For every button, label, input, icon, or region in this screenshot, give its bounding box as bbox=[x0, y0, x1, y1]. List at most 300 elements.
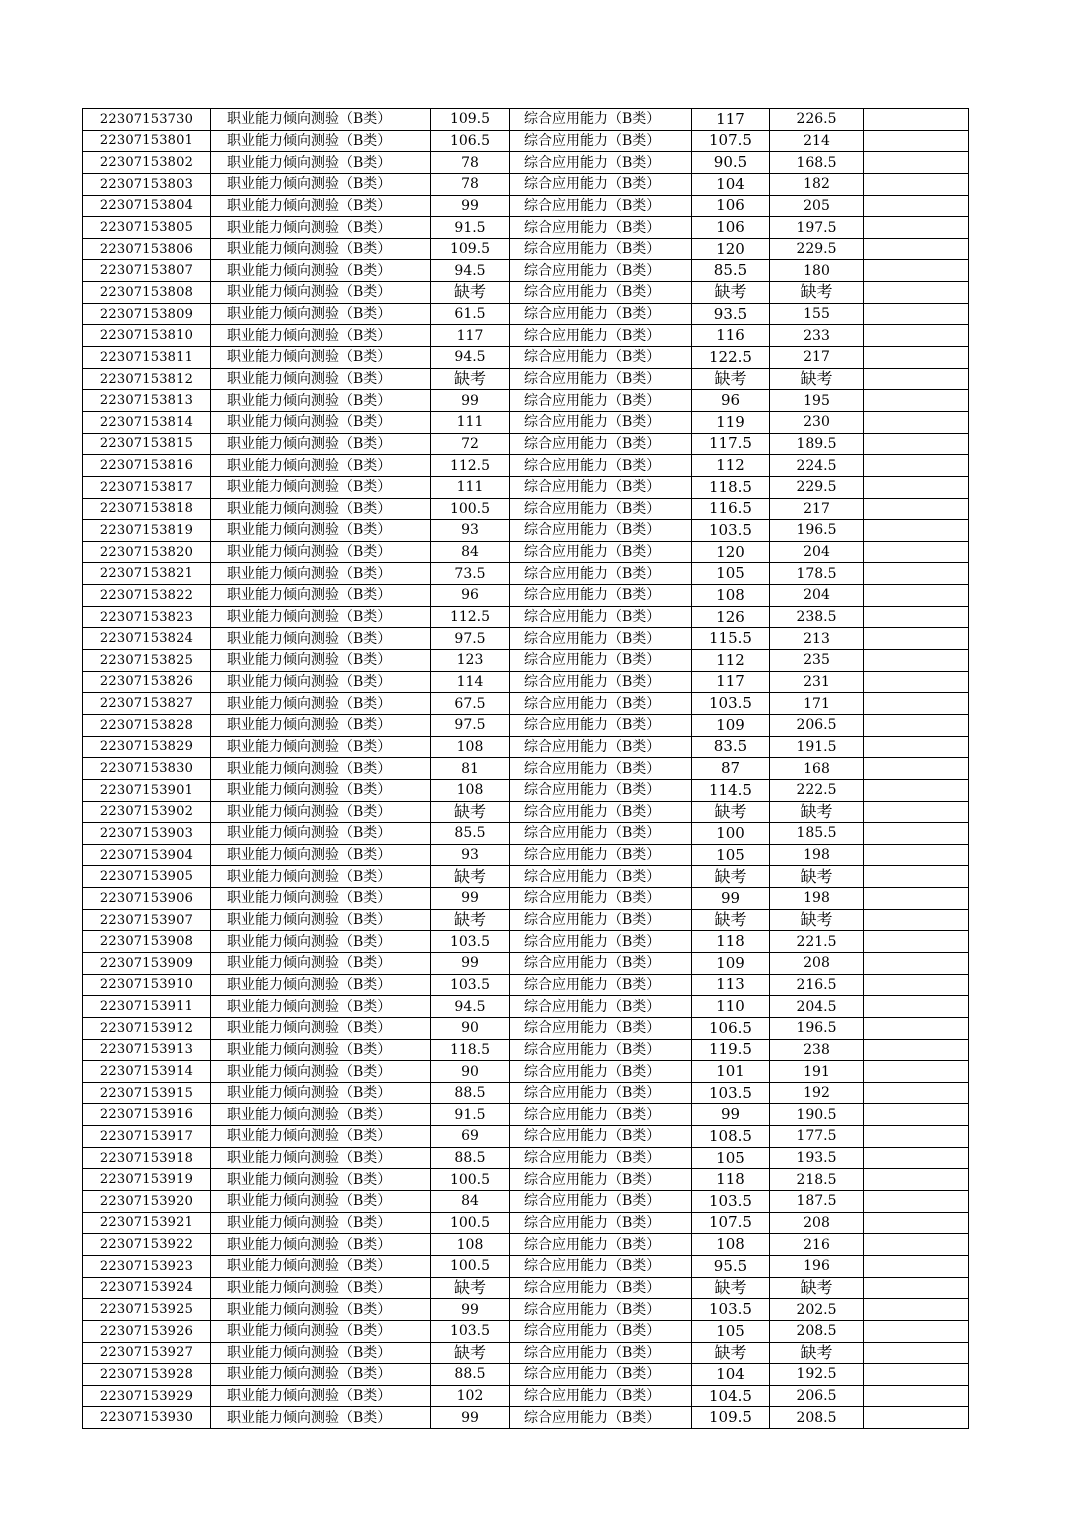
remark-cell bbox=[864, 455, 969, 477]
subject-a-cell: 职业能力倾向测验（B类） bbox=[211, 823, 431, 845]
remark-cell bbox=[864, 368, 969, 390]
subject-a-score-cell: 103.5 bbox=[431, 1320, 510, 1342]
total-score-cell: 205 bbox=[770, 195, 864, 217]
subject-b-cell: 综合应用能力（B类） bbox=[510, 390, 692, 412]
subject-b-score-cell: 103.5 bbox=[692, 1191, 770, 1213]
subject-b-cell: 综合应用能力（B类） bbox=[510, 1191, 692, 1213]
remark-cell bbox=[864, 1191, 969, 1213]
exam-id-cell: 22307153914 bbox=[83, 1061, 211, 1083]
table-row bbox=[83, 1342, 969, 1364]
table-row bbox=[83, 563, 969, 585]
exam-id-cell: 22307153913 bbox=[83, 1039, 211, 1061]
subject-a-cell: 职业能力倾向测验（B类） bbox=[211, 606, 431, 628]
subject-a-cell: 职业能力倾向测验（B类） bbox=[211, 109, 431, 131]
subject-b-score-cell: 105 bbox=[692, 563, 770, 585]
total-score-cell: 204 bbox=[770, 541, 864, 563]
exam-id-cell: 22307153817 bbox=[83, 476, 211, 498]
subject-a-score-cell: 91.5 bbox=[431, 217, 510, 239]
exam-id-cell: 22307153905 bbox=[83, 866, 211, 888]
exam-id-cell: 22307153821 bbox=[83, 563, 211, 585]
remark-cell bbox=[864, 952, 969, 974]
exam-id-cell: 22307153901 bbox=[83, 779, 211, 801]
table-row bbox=[83, 1255, 969, 1277]
remark-cell bbox=[864, 1082, 969, 1104]
subject-b-cell: 综合应用能力（B类） bbox=[510, 823, 692, 845]
subject-b-cell: 综合应用能力（B类） bbox=[510, 909, 692, 931]
remark-cell bbox=[864, 736, 969, 758]
exam-id-cell: 22307153820 bbox=[83, 541, 211, 563]
subject-b-cell: 综合应用能力（B类） bbox=[510, 563, 692, 585]
remark-cell bbox=[864, 1277, 969, 1299]
subject-b-score-cell: 105 bbox=[692, 1147, 770, 1169]
subject-b-cell: 综合应用能力（B类） bbox=[510, 1407, 692, 1429]
table-row bbox=[83, 390, 969, 412]
table-row bbox=[83, 606, 969, 628]
exam-id-cell: 22307153926 bbox=[83, 1320, 211, 1342]
exam-id-cell: 22307153811 bbox=[83, 347, 211, 369]
subject-b-cell: 综合应用能力（B类） bbox=[510, 1385, 692, 1407]
subject-a-score-cell: 96 bbox=[431, 585, 510, 607]
table-row bbox=[83, 411, 969, 433]
exam-id-cell: 22307153909 bbox=[83, 952, 211, 974]
table-row bbox=[83, 282, 969, 304]
exam-id-cell: 22307153919 bbox=[83, 1169, 211, 1191]
exam-id-cell: 22307153915 bbox=[83, 1082, 211, 1104]
subject-a-score-cell: 118.5 bbox=[431, 1039, 510, 1061]
subject-b-cell: 综合应用能力（B类） bbox=[510, 1342, 692, 1364]
subject-a-cell: 职业能力倾向测验（B类） bbox=[211, 1039, 431, 1061]
subject-a-cell: 职业能力倾向测验（B类） bbox=[211, 779, 431, 801]
subject-a-cell: 职业能力倾向测验（B类） bbox=[211, 1407, 431, 1429]
total-score-cell: 193.5 bbox=[770, 1147, 864, 1169]
subject-a-cell: 职业能力倾向测验（B类） bbox=[211, 282, 431, 304]
subject-b-score-cell: 96 bbox=[692, 390, 770, 412]
subject-b-score-cell: 114.5 bbox=[692, 779, 770, 801]
table-row bbox=[83, 671, 969, 693]
table-row bbox=[83, 1385, 969, 1407]
subject-b-score-cell: 108.5 bbox=[692, 1126, 770, 1148]
subject-a-cell: 职业能力倾向测验（B类） bbox=[211, 628, 431, 650]
subject-b-score-cell: 100 bbox=[692, 823, 770, 845]
subject-a-cell: 职业能力倾向测验（B类） bbox=[211, 238, 431, 260]
remark-cell bbox=[864, 931, 969, 953]
subject-a-score-cell: 缺考 bbox=[431, 282, 510, 304]
subject-a-cell: 职业能力倾向测验（B类） bbox=[211, 931, 431, 953]
subject-b-score-cell: 99 bbox=[692, 1104, 770, 1126]
score-table bbox=[82, 108, 969, 1429]
exam-id-cell: 22307153830 bbox=[83, 758, 211, 780]
subject-a-cell: 职业能力倾向测验（B类） bbox=[211, 1104, 431, 1126]
remark-cell bbox=[864, 498, 969, 520]
table-row bbox=[83, 974, 969, 996]
subject-a-score-cell: 111 bbox=[431, 476, 510, 498]
subject-b-score-cell: 119 bbox=[692, 411, 770, 433]
subject-a-score-cell: 103.5 bbox=[431, 931, 510, 953]
total-score-cell: 231 bbox=[770, 671, 864, 693]
subject-b-score-cell: 117 bbox=[692, 109, 770, 131]
table-row bbox=[83, 1017, 969, 1039]
subject-a-score-cell: 缺考 bbox=[431, 866, 510, 888]
exam-id-cell: 22307153823 bbox=[83, 606, 211, 628]
exam-id-cell: 22307153818 bbox=[83, 498, 211, 520]
table-row bbox=[83, 823, 969, 845]
total-score-cell: 缺考 bbox=[770, 801, 864, 823]
total-score-cell: 238.5 bbox=[770, 606, 864, 628]
total-score-cell: 208.5 bbox=[770, 1407, 864, 1429]
subject-a-cell: 职业能力倾向测验（B类） bbox=[211, 801, 431, 823]
remark-cell bbox=[864, 1147, 969, 1169]
total-score-cell: 204 bbox=[770, 585, 864, 607]
total-score-cell: 192.5 bbox=[770, 1364, 864, 1386]
subject-b-score-cell: 115.5 bbox=[692, 628, 770, 650]
table-row bbox=[83, 909, 969, 931]
total-score-cell: 198 bbox=[770, 888, 864, 910]
total-score-cell: 缺考 bbox=[770, 1342, 864, 1364]
exam-id-cell: 22307153928 bbox=[83, 1364, 211, 1386]
subject-a-score-cell: 111 bbox=[431, 411, 510, 433]
remark-cell bbox=[864, 844, 969, 866]
table-row bbox=[83, 347, 969, 369]
total-score-cell: 214 bbox=[770, 130, 864, 152]
subject-a-score-cell: 85.5 bbox=[431, 823, 510, 845]
subject-a-score-cell: 112.5 bbox=[431, 606, 510, 628]
subject-b-cell: 综合应用能力（B类） bbox=[510, 585, 692, 607]
remark-cell bbox=[864, 303, 969, 325]
subject-a-score-cell: 93 bbox=[431, 844, 510, 866]
subject-a-cell: 职业能力倾向测验（B类） bbox=[211, 433, 431, 455]
subject-b-cell: 综合应用能力（B类） bbox=[510, 1234, 692, 1256]
table-row bbox=[83, 1169, 969, 1191]
subject-b-cell: 综合应用能力（B类） bbox=[510, 152, 692, 174]
subject-b-cell: 综合应用能力（B类） bbox=[510, 1039, 692, 1061]
table-row bbox=[83, 714, 969, 736]
subject-a-score-cell: 112.5 bbox=[431, 455, 510, 477]
total-score-cell: 171 bbox=[770, 693, 864, 715]
exam-id-cell: 22307153930 bbox=[83, 1407, 211, 1429]
exam-id-cell: 22307153922 bbox=[83, 1234, 211, 1256]
table-row bbox=[83, 1299, 969, 1321]
table-row bbox=[83, 844, 969, 866]
table-row bbox=[83, 1212, 969, 1234]
subject-b-score-cell: 缺考 bbox=[692, 909, 770, 931]
subject-a-score-cell: 94.5 bbox=[431, 347, 510, 369]
total-score-cell: 191.5 bbox=[770, 736, 864, 758]
subject-a-score-cell: 69 bbox=[431, 1126, 510, 1148]
score-table-body bbox=[83, 109, 969, 1429]
subject-b-score-cell: 105 bbox=[692, 1320, 770, 1342]
exam-id-cell: 22307153803 bbox=[83, 173, 211, 195]
remark-cell bbox=[864, 779, 969, 801]
subject-b-cell: 综合应用能力（B类） bbox=[510, 455, 692, 477]
total-score-cell: 缺考 bbox=[770, 909, 864, 931]
subject-a-score-cell: 99 bbox=[431, 390, 510, 412]
subject-a-score-cell: 67.5 bbox=[431, 693, 510, 715]
subject-a-score-cell: 61.5 bbox=[431, 303, 510, 325]
subject-b-score-cell: 106.5 bbox=[692, 1017, 770, 1039]
exam-id-cell: 22307153828 bbox=[83, 714, 211, 736]
subject-a-cell: 职业能力倾向测验（B类） bbox=[211, 411, 431, 433]
remark-cell bbox=[864, 1407, 969, 1429]
subject-a-cell: 职业能力倾向测验（B类） bbox=[211, 390, 431, 412]
subject-b-cell: 综合应用能力（B类） bbox=[510, 974, 692, 996]
subject-a-cell: 职业能力倾向测验（B类） bbox=[211, 1277, 431, 1299]
table-row bbox=[83, 628, 969, 650]
subject-a-cell: 职业能力倾向测验（B类） bbox=[211, 714, 431, 736]
subject-b-score-cell: 116.5 bbox=[692, 498, 770, 520]
exam-id-cell: 22307153924 bbox=[83, 1277, 211, 1299]
exam-id-cell: 22307153923 bbox=[83, 1255, 211, 1277]
table-row bbox=[83, 1061, 969, 1083]
subject-a-cell: 职业能力倾向测验（B类） bbox=[211, 325, 431, 347]
exam-id-cell: 22307153904 bbox=[83, 844, 211, 866]
total-score-cell: 221.5 bbox=[770, 931, 864, 953]
exam-id-cell: 22307153902 bbox=[83, 801, 211, 823]
subject-a-cell: 职业能力倾向测验（B类） bbox=[211, 347, 431, 369]
subject-b-cell: 综合应用能力（B类） bbox=[510, 844, 692, 866]
subject-b-cell: 综合应用能力（B类） bbox=[510, 671, 692, 693]
total-score-cell: 208 bbox=[770, 1212, 864, 1234]
remark-cell bbox=[864, 433, 969, 455]
subject-b-score-cell: 106 bbox=[692, 195, 770, 217]
subject-a-cell: 职业能力倾向测验（B类） bbox=[211, 1364, 431, 1386]
table-row bbox=[83, 1320, 969, 1342]
table-row bbox=[83, 996, 969, 1018]
subject-b-cell: 综合应用能力（B类） bbox=[510, 520, 692, 542]
remark-cell bbox=[864, 1126, 969, 1148]
subject-a-cell: 职业能力倾向测验（B类） bbox=[211, 455, 431, 477]
subject-b-cell: 综合应用能力（B类） bbox=[510, 260, 692, 282]
exam-id-cell: 22307153907 bbox=[83, 909, 211, 931]
subject-a-cell: 职业能力倾向测验（B类） bbox=[211, 1385, 431, 1407]
exam-id-cell: 22307153812 bbox=[83, 368, 211, 390]
subject-b-cell: 综合应用能力（B类） bbox=[510, 1061, 692, 1083]
table-row bbox=[83, 1234, 969, 1256]
exam-id-cell: 22307153804 bbox=[83, 195, 211, 217]
total-score-cell: 180 bbox=[770, 260, 864, 282]
exam-id-cell: 22307153802 bbox=[83, 152, 211, 174]
subject-b-cell: 综合应用能力（B类） bbox=[510, 736, 692, 758]
table-row bbox=[83, 173, 969, 195]
subject-b-score-cell: 缺考 bbox=[692, 368, 770, 390]
subject-a-cell: 职业能力倾向测验（B类） bbox=[211, 1169, 431, 1191]
table-row bbox=[83, 238, 969, 260]
remark-cell bbox=[864, 758, 969, 780]
remark-cell bbox=[864, 1364, 969, 1386]
subject-a-score-cell: 109.5 bbox=[431, 109, 510, 131]
subject-b-score-cell: 105 bbox=[692, 844, 770, 866]
subject-a-score-cell: 缺考 bbox=[431, 1277, 510, 1299]
subject-b-cell: 综合应用能力（B类） bbox=[510, 996, 692, 1018]
subject-b-cell: 综合应用能力（B类） bbox=[510, 411, 692, 433]
remark-cell bbox=[864, 1342, 969, 1364]
remark-cell bbox=[864, 671, 969, 693]
remark-cell bbox=[864, 260, 969, 282]
subject-a-score-cell: 缺考 bbox=[431, 368, 510, 390]
exam-id-cell: 22307153806 bbox=[83, 238, 211, 260]
subject-b-score-cell: 118 bbox=[692, 1169, 770, 1191]
subject-a-score-cell: 99 bbox=[431, 888, 510, 910]
exam-id-cell: 22307153824 bbox=[83, 628, 211, 650]
remark-cell bbox=[864, 1061, 969, 1083]
subject-a-score-cell: 100.5 bbox=[431, 1169, 510, 1191]
remark-cell bbox=[864, 866, 969, 888]
subject-b-score-cell: 126 bbox=[692, 606, 770, 628]
remark-cell bbox=[864, 823, 969, 845]
subject-a-cell: 职业能力倾向测验（B类） bbox=[211, 476, 431, 498]
subject-a-cell: 职业能力倾向测验（B类） bbox=[211, 1191, 431, 1213]
subject-a-cell: 职业能力倾向测验（B类） bbox=[211, 888, 431, 910]
subject-b-score-cell: 85.5 bbox=[692, 260, 770, 282]
subject-b-score-cell: 103.5 bbox=[692, 1299, 770, 1321]
subject-b-score-cell: 108 bbox=[692, 1234, 770, 1256]
subject-a-score-cell: 100.5 bbox=[431, 1255, 510, 1277]
subject-a-cell: 职业能力倾向测验（B类） bbox=[211, 1342, 431, 1364]
total-score-cell: 168 bbox=[770, 758, 864, 780]
exam-id-cell: 22307153903 bbox=[83, 823, 211, 845]
exam-id-cell: 22307153730 bbox=[83, 109, 211, 131]
total-score-cell: 238 bbox=[770, 1039, 864, 1061]
remark-cell bbox=[864, 563, 969, 585]
subject-a-score-cell: 94.5 bbox=[431, 260, 510, 282]
subject-a-cell: 职业能力倾向测验（B类） bbox=[211, 952, 431, 974]
total-score-cell: 229.5 bbox=[770, 238, 864, 260]
subject-a-score-cell: 123 bbox=[431, 650, 510, 672]
subject-b-score-cell: 107.5 bbox=[692, 130, 770, 152]
subject-b-cell: 综合应用能力（B类） bbox=[510, 368, 692, 390]
total-score-cell: 缺考 bbox=[770, 368, 864, 390]
subject-b-cell: 综合应用能力（B类） bbox=[510, 931, 692, 953]
exam-id-cell: 22307153921 bbox=[83, 1212, 211, 1234]
remark-cell bbox=[864, 628, 969, 650]
subject-b-score-cell: 104.5 bbox=[692, 1385, 770, 1407]
remark-cell bbox=[864, 996, 969, 1018]
subject-a-cell: 职业能力倾向测验（B类） bbox=[211, 996, 431, 1018]
subject-a-score-cell: 99 bbox=[431, 1299, 510, 1321]
total-score-cell: 218.5 bbox=[770, 1169, 864, 1191]
subject-b-cell: 综合应用能力（B类） bbox=[510, 714, 692, 736]
subject-a-score-cell: 99 bbox=[431, 1407, 510, 1429]
subject-b-score-cell: 90.5 bbox=[692, 152, 770, 174]
table-row bbox=[83, 1191, 969, 1213]
subject-a-cell: 职业能力倾向测验（B类） bbox=[211, 520, 431, 542]
subject-a-cell: 职业能力倾向测验（B类） bbox=[211, 152, 431, 174]
subject-b-score-cell: 106 bbox=[692, 217, 770, 239]
subject-a-cell: 职业能力倾向测验（B类） bbox=[211, 866, 431, 888]
subject-b-cell: 综合应用能力（B类） bbox=[510, 282, 692, 304]
table-row bbox=[83, 541, 969, 563]
subject-b-cell: 综合应用能力（B类） bbox=[510, 693, 692, 715]
exam-id-cell: 22307153829 bbox=[83, 736, 211, 758]
subject-a-cell: 职业能力倾向测验（B类） bbox=[211, 671, 431, 693]
subject-a-score-cell: 88.5 bbox=[431, 1364, 510, 1386]
subject-a-cell: 职业能力倾向测验（B类） bbox=[211, 844, 431, 866]
subject-b-score-cell: 122.5 bbox=[692, 347, 770, 369]
subject-b-cell: 综合应用能力（B类） bbox=[510, 109, 692, 131]
total-score-cell: 缺考 bbox=[770, 282, 864, 304]
subject-b-score-cell: 109 bbox=[692, 952, 770, 974]
subject-b-score-cell: 87 bbox=[692, 758, 770, 780]
subject-b-score-cell: 110 bbox=[692, 996, 770, 1018]
table-row bbox=[83, 758, 969, 780]
exam-id-cell: 22307153822 bbox=[83, 585, 211, 607]
table-row bbox=[83, 1126, 969, 1148]
total-score-cell: 204.5 bbox=[770, 996, 864, 1018]
remark-cell bbox=[864, 195, 969, 217]
subject-b-score-cell: 104 bbox=[692, 1364, 770, 1386]
total-score-cell: 222.5 bbox=[770, 779, 864, 801]
remark-cell bbox=[864, 325, 969, 347]
subject-a-cell: 职业能力倾向测验（B类） bbox=[211, 1126, 431, 1148]
subject-a-score-cell: 81 bbox=[431, 758, 510, 780]
subject-a-cell: 职业能力倾向测验（B类） bbox=[211, 1082, 431, 1104]
subject-a-score-cell: 108 bbox=[431, 736, 510, 758]
remark-cell bbox=[864, 1104, 969, 1126]
subject-b-score-cell: 109 bbox=[692, 714, 770, 736]
table-row bbox=[83, 650, 969, 672]
subject-b-score-cell: 112 bbox=[692, 650, 770, 672]
total-score-cell: 197.5 bbox=[770, 217, 864, 239]
exam-id-cell: 22307153920 bbox=[83, 1191, 211, 1213]
exam-id-cell: 22307153816 bbox=[83, 455, 211, 477]
total-score-cell: 216 bbox=[770, 1234, 864, 1256]
total-score-cell: 缺考 bbox=[770, 1277, 864, 1299]
exam-id-cell: 22307153814 bbox=[83, 411, 211, 433]
table-row bbox=[83, 260, 969, 282]
subject-a-cell: 职业能力倾向测验（B类） bbox=[211, 1061, 431, 1083]
exam-id-cell: 22307153918 bbox=[83, 1147, 211, 1169]
total-score-cell: 196 bbox=[770, 1255, 864, 1277]
remark-cell bbox=[864, 520, 969, 542]
exam-id-cell: 22307153916 bbox=[83, 1104, 211, 1126]
subject-a-score-cell: 78 bbox=[431, 173, 510, 195]
exam-id-cell: 22307153825 bbox=[83, 650, 211, 672]
remark-cell bbox=[864, 606, 969, 628]
remark-cell bbox=[864, 347, 969, 369]
table-row bbox=[83, 433, 969, 455]
subject-a-cell: 职业能力倾向测验（B类） bbox=[211, 498, 431, 520]
subject-a-cell: 职业能力倾向测验（B类） bbox=[211, 693, 431, 715]
subject-a-score-cell: 缺考 bbox=[431, 909, 510, 931]
subject-b-score-cell: 120 bbox=[692, 541, 770, 563]
subject-a-cell: 职业能力倾向测验（B类） bbox=[211, 1212, 431, 1234]
subject-a-cell: 职业能力倾向测验（B类） bbox=[211, 758, 431, 780]
total-score-cell: 177.5 bbox=[770, 1126, 864, 1148]
subject-b-cell: 综合应用能力（B类） bbox=[510, 303, 692, 325]
table-row bbox=[83, 1277, 969, 1299]
total-score-cell: 217 bbox=[770, 498, 864, 520]
total-score-cell: 缺考 bbox=[770, 866, 864, 888]
total-score-cell: 191 bbox=[770, 1061, 864, 1083]
subject-a-score-cell: 99 bbox=[431, 195, 510, 217]
subject-a-score-cell: 93 bbox=[431, 520, 510, 542]
subject-b-cell: 综合应用能力（B类） bbox=[510, 888, 692, 910]
subject-b-score-cell: 83.5 bbox=[692, 736, 770, 758]
subject-a-score-cell: 100.5 bbox=[431, 1212, 510, 1234]
total-score-cell: 226.5 bbox=[770, 109, 864, 131]
total-score-cell: 224.5 bbox=[770, 455, 864, 477]
table-row bbox=[83, 520, 969, 542]
table-row bbox=[83, 455, 969, 477]
table-row bbox=[83, 368, 969, 390]
subject-a-score-cell: 88.5 bbox=[431, 1147, 510, 1169]
total-score-cell: 185.5 bbox=[770, 823, 864, 845]
subject-b-cell: 综合应用能力（B类） bbox=[510, 1082, 692, 1104]
remark-cell bbox=[864, 390, 969, 412]
subject-a-score-cell: 108 bbox=[431, 1234, 510, 1256]
subject-a-score-cell: 94.5 bbox=[431, 996, 510, 1018]
remark-cell bbox=[864, 888, 969, 910]
subject-a-score-cell: 84 bbox=[431, 1191, 510, 1213]
